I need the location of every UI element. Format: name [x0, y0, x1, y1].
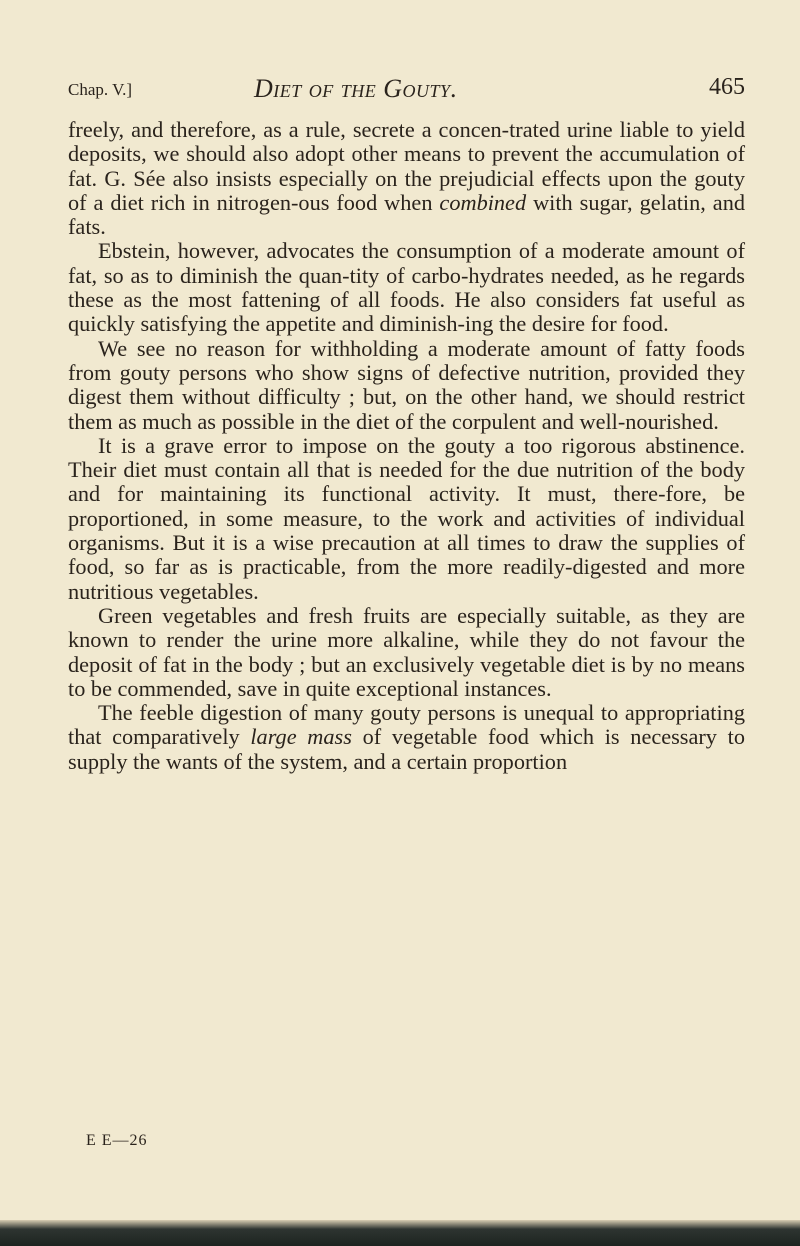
paragraph-1-tail: with sugar, gelatin, and fats. — [68, 189, 745, 240]
paragraph-4: It is a grave error to impose on the gouty a too rigorous abstinence. Their diet must contain all that is needed for the due nutrition of the body and for maintaining its functional activity. It must, there-fore, be proportioned, in some measure, to the work and activities of individual organisms. But it is a wise precaution at all times to draw the supplies of food, so far as is practicable, from the more readily-digested and more nutritious vegetables. — [68, 432, 745, 604]
paragraph-6-text: The feeble digestion of many gouty persons is unequal to appropriating that comparatively — [68, 700, 745, 750]
page-number: 465 — [709, 74, 745, 100]
running-title: Diet of the Gouty. — [254, 74, 458, 103]
running-header — [68, 70, 745, 106]
body-text — [68, 118, 745, 774]
paragraph-1-italic: combined — [439, 189, 527, 215]
paragraph-3: We see no reason for withholding a moderate amount of fatty foods from gouty persons who show signs of defective nutrition, provided they digest them without difficulty ; but, on the other hand, we should restrict them as much as possible in the diet of the corpulent and well-nourished. — [68, 335, 745, 434]
paragraph-2: Ebstein, however, advocates the consumption of a moderate amount of fat, so as to diminish the quan-tity of carbo-hydrates needed, as he regards these as the most fattening of all foods. He also considers fat useful as quickly satisfying the appetite and diminish-ing the desire for food. — [68, 238, 745, 337]
paragraph-5: Green vegetables and fresh fruits are especially suitable, as they are known to render the urine more alkaline, while they do not favour the deposit of fat in the body ; but an exclusively vegetable diet is by no means to be commended, save in quite exceptional instances. — [68, 602, 745, 701]
paragraph-6 — [68, 701, 745, 774]
paragraph-1-text: freely, and therefore, as a rule, secrete a concen-trated urine liable to yield deposits, we should also adopt other means to prevent the accumulation of fat. G. Sée also insists especially on the prejudicial effects upon the gouty of a diet rich in nitrogen-ous food when — [68, 117, 745, 215]
chapter-label: Chap. V.] — [68, 80, 133, 99]
paragraph-1 — [68, 118, 745, 239]
printer-signature-mark: E E—26 — [86, 1132, 148, 1149]
scan-bottom-edge — [0, 1220, 800, 1246]
paragraph-6-tail: of vegetable food which is necessary to supply the wants of the system, and a certain proportion — [68, 724, 745, 774]
paragraph-6-italic: large mass — [250, 724, 352, 750]
